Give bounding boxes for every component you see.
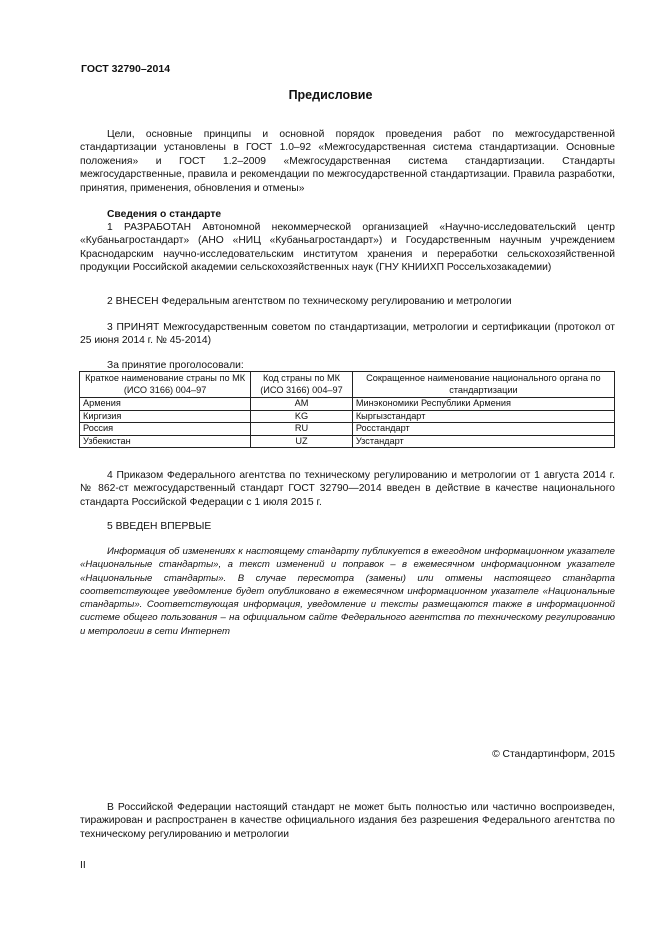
country-cell: Армения xyxy=(80,398,251,411)
country-cell: Узбекистан xyxy=(80,435,251,448)
country-cell: Россия xyxy=(80,423,251,436)
code-cell: KG xyxy=(251,410,353,423)
intro-text: Цели, основные принципы и основной порядок проведения работ по межгосударственной стандартизации установлены в ГОСТ 1.0–92 «Межгосударственная система стандартизации. Основные положения» и ГОСТ 1.2–2009 «Межгосударственная система стандартизации. Стандарты межгосударственные, правила и рекомендации по межгосударственной стандартизации. Правила разработки, принятия, применения, обновления и отмены» xyxy=(80,129,615,194)
info-heading-text: Сведения о стандарте xyxy=(107,209,222,220)
table-header-cell: Краткое наименование страны по МК (ИСО 3166) 004–97 xyxy=(80,372,251,398)
page-title: Предисловие xyxy=(288,88,373,102)
table-header-cell: Код страны по МК (ИСО 3166) 004–97 xyxy=(251,372,353,398)
voting-table xyxy=(79,371,615,448)
body-cell: Минэкономики Республики Армения xyxy=(352,398,614,411)
code-cell: RU xyxy=(251,423,353,436)
change-notice xyxy=(80,545,615,638)
restriction-text: В Российской Федерации настоящий стандарт не может быть полностью или частично воспроизведен, тиражирован и распространен в качестве официального издания без разрешения Федерального агентства по техническому регулированию и метрологии xyxy=(80,802,615,840)
item-introduced-text: 5 ВВЕДЕН ВПЕРВЫЕ xyxy=(107,521,212,532)
table-row xyxy=(80,398,615,411)
item-submitted-text: 2 ВНЕСЕН Федеральным агентством по техническому регулированию и метрологии xyxy=(107,296,512,307)
body-cell: Узстандарт xyxy=(352,435,614,448)
table-header-row xyxy=(80,372,615,398)
table-caption: За принятие проголосовали: xyxy=(107,360,244,371)
item-enacted-text: 4 Приказом Федерального агентства по техническому регулированию и метрологии от 1 августа 2014 г. № 862-ст межгосударственный стандарт ГОСТ 32790—2014 введен в действие в качестве национального стандарта Российской Федерации с 1 июля 2015 г. xyxy=(80,470,615,508)
item-developed xyxy=(80,221,615,275)
item-developed-text: 1 РАЗРАБОТАН Автономной некоммерческой организацией «Научно-исследовательский центр «Кубаньагростандарт» (АНО «НИЦ «Кубаньагростандарт») и Государственным научным учреждением Краснодарским научно-исследовательским институтом хранения и переработки сельскохозяйственной продукции Российской академии сельскохозяйственных наук (ГНУ КНИИХП Россельхозакадемии) xyxy=(80,222,615,274)
code-cell: AM xyxy=(251,398,353,411)
restriction-paragraph xyxy=(80,801,615,841)
info-heading xyxy=(80,208,615,221)
item-adopted xyxy=(80,321,615,348)
document-id: ГОСТ 32790–2014 xyxy=(81,63,171,75)
intro-paragraph xyxy=(80,128,615,195)
country-cell: Киргизия xyxy=(80,410,251,423)
table-row xyxy=(80,423,615,436)
item-enacted xyxy=(80,469,615,509)
code-cell: UZ xyxy=(251,435,353,448)
item-introduced xyxy=(80,520,615,533)
body-cell: Кыргызстандарт xyxy=(352,410,614,423)
item-submitted xyxy=(80,295,615,308)
page-number: II xyxy=(80,860,86,871)
table-row xyxy=(80,435,615,448)
change-notice-text: Информация об изменениях к настоящему стандарту публикуется в ежегодном информационном указателе «Национальные стандарты», а текст изменений и поправок – в ежемесячном информационном указателе «Национальные стандарты». В случае пересмотра (замены) или отмены настоящего стандарта соответствующее уведомление будет опубликовано в ежемесячном информационном указателе «Национальные стандарты». Соответствующая информация, уведомление и тексты размещаются также в информационной системе общего пользования – на официальном сайте Федерального агентства по техническому регулированию и метрологии в сети Интернет xyxy=(80,546,615,637)
table-row xyxy=(80,410,615,423)
copyright: © Стандартинформ, 2015 xyxy=(492,749,615,760)
table-header-cell: Сокращенное наименование национального органа по стандартизации xyxy=(352,372,614,398)
item-adopted-text: 3 ПРИНЯТ Межгосударственным советом по стандартизации, метрологии и сертификации (протокол от 25 июня 2014 г. № 45-2014) xyxy=(80,322,615,347)
body-cell: Росстандарт xyxy=(352,423,614,436)
